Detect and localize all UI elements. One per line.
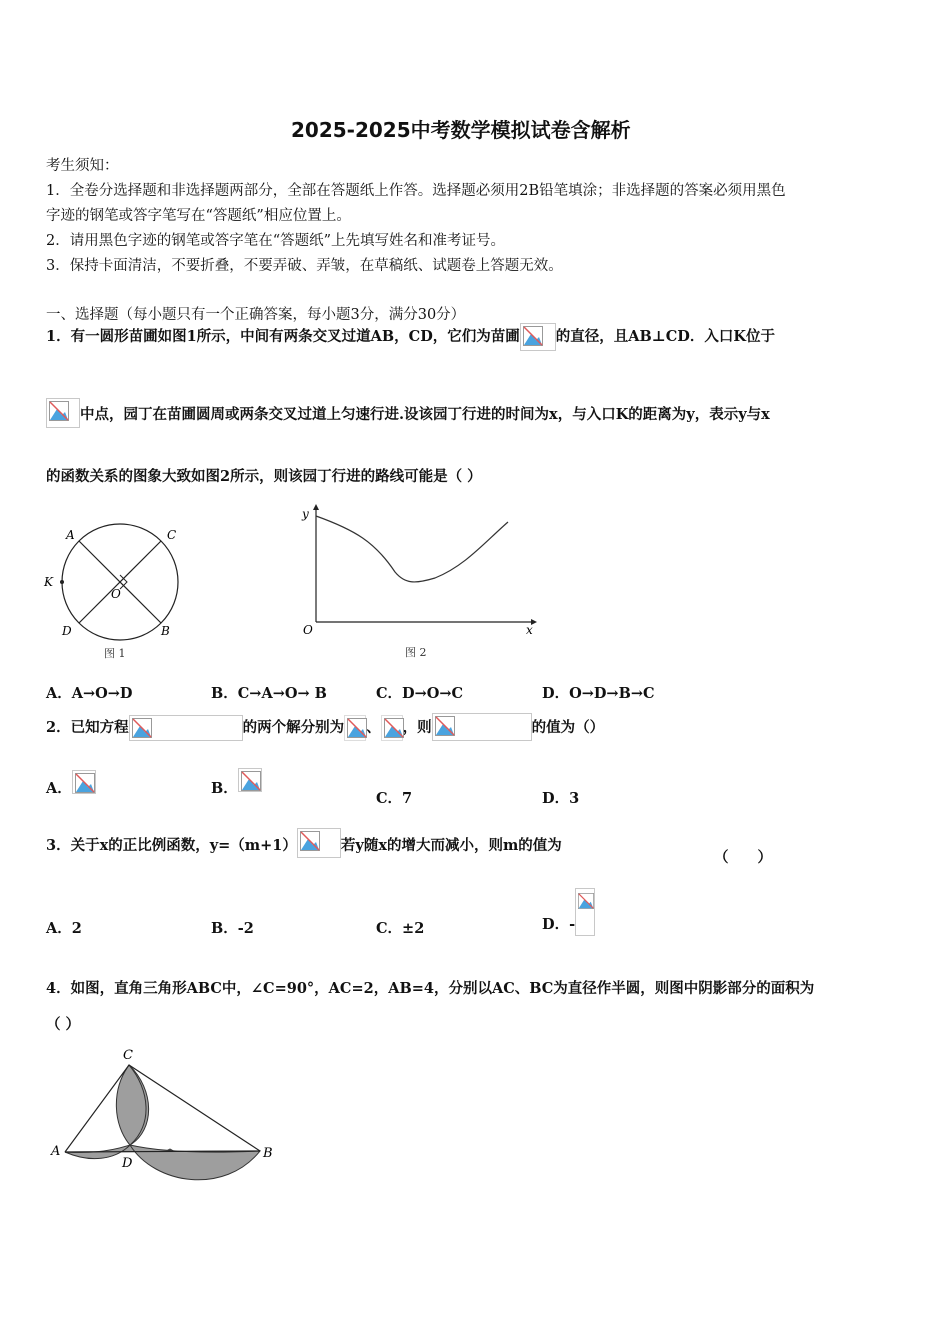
- q3-text: [46, 828, 562, 858]
- broken-image-icon: [46, 398, 80, 428]
- broken-image-icon: [129, 715, 243, 741]
- notice-line-3: 3．保持卡面清洁，不要折叠，不要弄破、弄皱，在草稿纸、试题卷上答题无效。: [46, 258, 563, 274]
- broken-image-icon: [432, 713, 532, 741]
- broken-image-icon: [575, 888, 595, 936]
- fig2-label-y: y: [302, 507, 309, 521]
- q4-figure: [45, 1045, 285, 1195]
- q2-option-d: D．3: [542, 790, 580, 807]
- q1-figure-1: [38, 520, 218, 680]
- q4-label-b: B: [263, 1146, 273, 1161]
- fig2-label-o: O: [303, 623, 313, 637]
- q2-sep: 、: [366, 719, 381, 736]
- fig1-label-c: C: [167, 528, 177, 542]
- q2-part4: 的值为（）: [531, 719, 605, 736]
- q2-part1: 2．已知方程: [46, 719, 129, 736]
- broken-image-icon: [381, 715, 403, 741]
- q2-option-b: [211, 768, 262, 800]
- q2-option-a: [46, 770, 96, 800]
- q3-option-c: C．±2: [376, 920, 425, 937]
- fig1-label-k: K: [44, 575, 53, 589]
- q1-part4: 的函数关系的图象大致如图2所示，则该园丁行进的路线可能是（ ）: [46, 468, 482, 485]
- notice-line-1b: 字迹的钢笔或答字笔写在“答题纸”相应位置上。: [46, 208, 351, 224]
- q1-text-line1: [46, 323, 775, 351]
- q1-part2: 的直径，且AB⊥CD．入口K位于: [555, 328, 775, 345]
- fig1-label-o: O: [111, 587, 121, 601]
- q2-option-a-label: A．: [46, 780, 72, 797]
- page-title: 2025-2025中考数学模拟试卷含解析: [291, 118, 631, 142]
- fig2-label-x: x: [526, 623, 533, 637]
- q4-line-1: 4．如图，直角三角形ABC中，∠C=90°，AC=2，AB=4，分别以AC、BC为直径作半圆，则图中阴影部分的面积为: [46, 980, 815, 997]
- q4-line-2: （ ）: [46, 1016, 81, 1033]
- section-heading: 一、选择题（每小题只有一个正确答案，每小题3分，满分30分）: [46, 307, 466, 323]
- q1-option-c: C．D→O→C: [376, 685, 464, 702]
- fig2-caption: 图 2: [405, 646, 427, 659]
- q2-option-c: C．7: [376, 790, 413, 807]
- q3-option-d: [542, 888, 595, 936]
- notice-heading: 考生须知：: [46, 158, 119, 174]
- q1-figure-2: [295, 502, 545, 662]
- q4-label-a: A: [51, 1144, 61, 1159]
- q1-part3: 中点，园丁在苗圃圆周或两条交叉过道上匀速行进.设该园丁行进的时间为x，与入口K的距离为y，表示y与x: [80, 406, 770, 423]
- fig1-caption: 图 1: [104, 647, 126, 660]
- broken-image-icon: [344, 715, 366, 741]
- fig1-label-b: B: [161, 624, 170, 638]
- q3-part2: 若y随x的增大而减小，则m的值为: [340, 837, 562, 854]
- q2-option-b-label: B．: [211, 780, 238, 797]
- broken-image-icon: [520, 323, 556, 351]
- q3-part1: 3．关于x的正比例函数，y=（m+1）: [46, 837, 297, 854]
- q1-part1: 1．有一圆形苗圃如图1所示，中间有两条交叉过道AB，CD，它们为苗圃: [46, 328, 520, 345]
- broken-image-icon: [297, 828, 341, 858]
- notice-line-1a: 1．全卷分选择题和非选择题两部分，全部在答题纸上作答。选择题必须用2B铅笔填涂；非选择题的答案必须用黑色: [46, 183, 786, 199]
- q4-label-d: D: [122, 1156, 133, 1171]
- notice-line-2: 2．请用黑色字迹的钢笔或答字笔在“答题纸”上先填写姓名和准考证号。: [46, 233, 506, 249]
- fig1-label-a: A: [66, 528, 75, 542]
- q2-part3: ，则: [402, 719, 432, 736]
- q1-text-line2: [46, 398, 770, 428]
- broken-image-icon: [238, 768, 262, 792]
- q2-text: [46, 713, 604, 741]
- q2-part2: 的两个解分别为: [242, 719, 345, 736]
- q3-answer-paren: （ ）: [714, 849, 772, 866]
- q3-option-d-label: D．-: [542, 916, 576, 933]
- q1-option-b: B．C→A→O→ B: [211, 685, 327, 702]
- q1-option-a: A．A→O→D: [46, 685, 133, 702]
- q3-option-a: A．2: [46, 920, 82, 937]
- broken-image-icon: [72, 770, 96, 794]
- fig1-label-d: D: [62, 624, 72, 638]
- q1-option-d: D．O→D→B→C: [542, 685, 655, 702]
- q3-option-b: B．-2: [211, 920, 254, 937]
- q4-label-c: C: [123, 1048, 133, 1063]
